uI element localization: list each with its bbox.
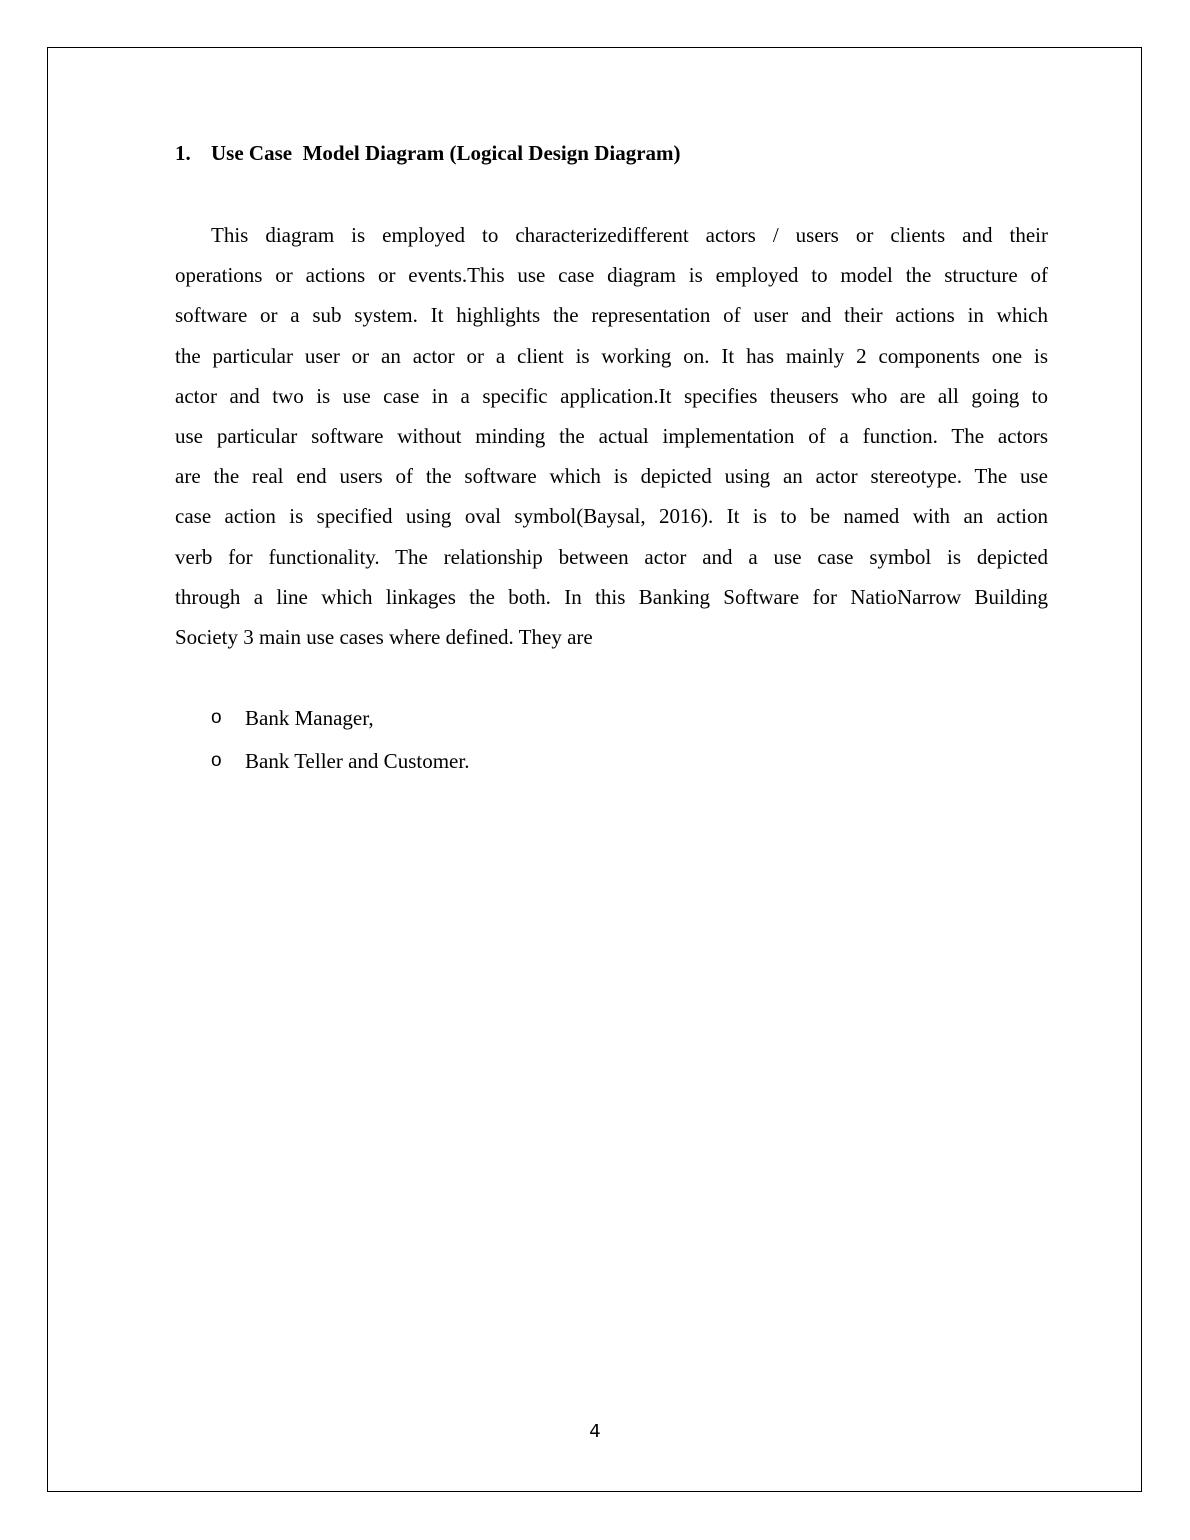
list-item-text: Bank Teller and Customer. bbox=[245, 749, 470, 773]
bullet-list bbox=[211, 704, 469, 790]
paragraph-line: the particular user or an actor or a client is working on. It has mainly 2 components one is bbox=[175, 343, 1048, 368]
section-heading bbox=[175, 141, 681, 166]
paragraph-line: actor and two is use case in a specific application.It specifies theusers who are all going to bbox=[175, 383, 1048, 408]
paragraph-line: through a line which linkages the both. In this Banking Software for NatioNarrow Building bbox=[175, 584, 1048, 609]
paragraph-line: software or a sub system. It highlights the representation of user and their actions in which bbox=[175, 303, 1048, 328]
page-number: 4 bbox=[589, 1421, 601, 1442]
paragraph-line: Society 3 main use cases where defined. They are bbox=[175, 624, 593, 649]
paragraph-line: are the real end users of the software which is depicted using an actor stereotype. The use bbox=[175, 464, 1048, 489]
list-item bbox=[211, 747, 469, 790]
bullet-marker-icon: o bbox=[211, 750, 222, 771]
bullet-marker-icon: o bbox=[211, 707, 222, 728]
paragraph-line: use particular software without minding the actual implementation of a function. The actors bbox=[175, 423, 1048, 448]
paragraph-line: operations or actions or events.This use case diagram is employed to model the structure of bbox=[175, 263, 1048, 288]
heading-number: 1. bbox=[175, 141, 191, 165]
heading-title: Use Case Model Diagram (Logical Design Diagram) bbox=[211, 141, 681, 165]
list-item-text: Bank Manager, bbox=[245, 706, 374, 730]
body-paragraph bbox=[175, 221, 1048, 663]
list-item bbox=[211, 704, 469, 747]
paragraph-line: verb for functionality. The relationship between actor and a use case symbol is depicted bbox=[175, 544, 1048, 569]
paragraph-line: This diagram is employed to characterizedifferent actors / users or clients and their bbox=[211, 223, 1048, 247]
paragraph-line: case action is specified using oval symbol(Baysal, 2016). It is to be named with an action bbox=[175, 504, 1048, 529]
